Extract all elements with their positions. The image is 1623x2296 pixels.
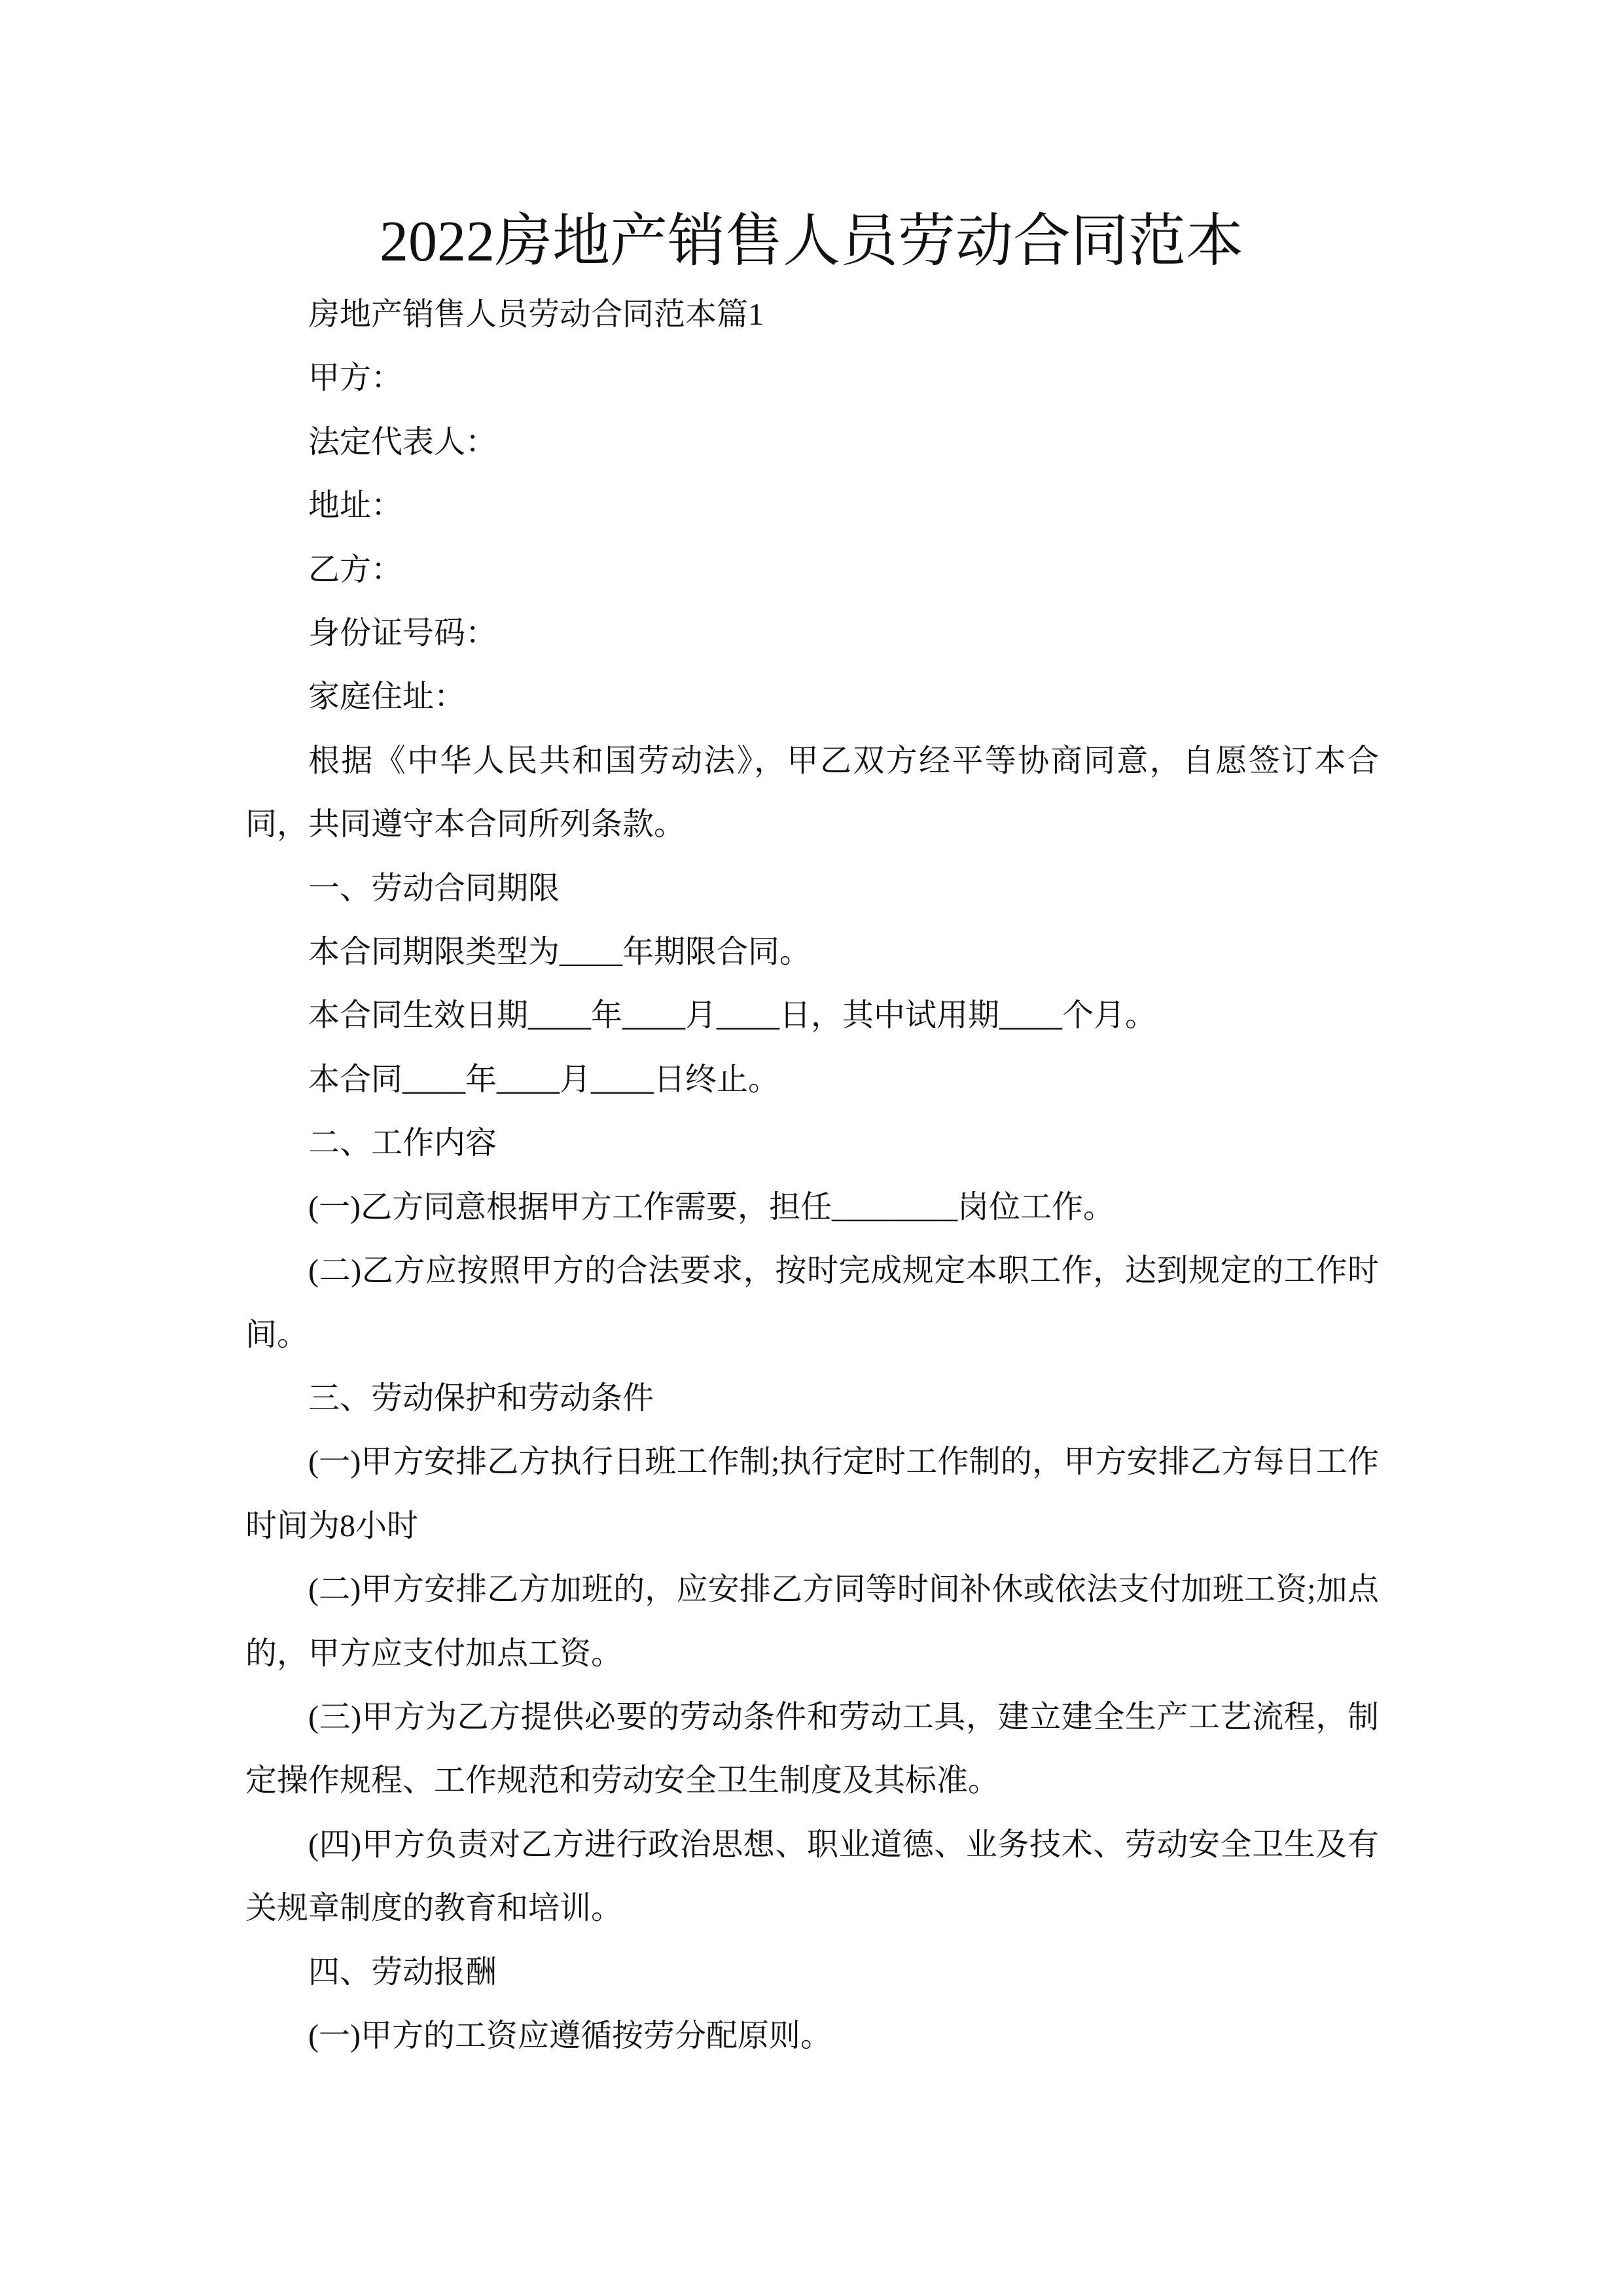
- paragraph: 法定代表人：: [308, 424, 497, 459]
- paragraph: (三)甲方为乙方提供必要的劳动条件和劳动工具，建立建全生产工艺流程，制定操作规程、工作规范和劳动安全卫生制度及其标准。: [245, 1699, 1379, 1799]
- paragraph: 本合同生效日期____年____月____日，其中试用期____个月。: [308, 998, 1157, 1033]
- paragraph: (一)甲方安排乙方执行日班工作制;执行定时工作制的，甲方安排乙方每日工作时间为8小时: [245, 1444, 1379, 1543]
- paragraph: 甲方：: [308, 361, 403, 396]
- section-heading: 二、工作内容: [308, 1126, 497, 1161]
- paragraph: 本合同____年____月____日终止。: [308, 1062, 780, 1097]
- paragraph: (二)乙方应按照甲方的合法要求，按时完成规定本职工作，达到规定的工作时间。: [245, 1253, 1379, 1352]
- document-title: 2022房地产销售人员劳动合同范本: [379, 210, 1243, 274]
- paragraph: 本合同期限类型为____年期限合同。: [308, 935, 812, 970]
- paragraph: (一)甲方的工资应遵循按劳分配原则。: [308, 2018, 832, 2053]
- section-heading: 三、劳动保护和劳动条件: [308, 1380, 654, 1416]
- section-heading: 一、劳动合同期限: [308, 870, 560, 906]
- paragraph: 家庭住址：: [308, 679, 466, 715]
- paragraph: 身份证号码：: [308, 616, 497, 651]
- paragraph: (四)甲方负责对乙方进行政治思想、职业道德、业务技术、劳动安全卫生及有关规章制度的教育和培训。: [245, 1827, 1379, 1926]
- section-heading: 四、劳动报酬: [308, 1954, 497, 1990]
- paragraph: (二)甲方安排乙方加班的，应安排乙方同等时间补休或依法支付加班工资;加点的，甲方应支付加点工资。: [245, 1572, 1379, 1671]
- document-body: [245, 283, 1379, 2068]
- paragraph: 房地产销售人员劳动合同范本篇1: [308, 297, 764, 332]
- paragraph: 根据《中华人民共和国劳动法》，甲乙双方经平等协商同意，自愿签订本合同，共同遵守本合同所列条款。: [245, 743, 1379, 842]
- paragraph: 乙方：: [308, 552, 403, 587]
- paragraph: (一)乙方同意根据甲方工作需要，担任________岗位工作。: [308, 1189, 1115, 1225]
- paragraph: 地址：: [308, 488, 403, 524]
